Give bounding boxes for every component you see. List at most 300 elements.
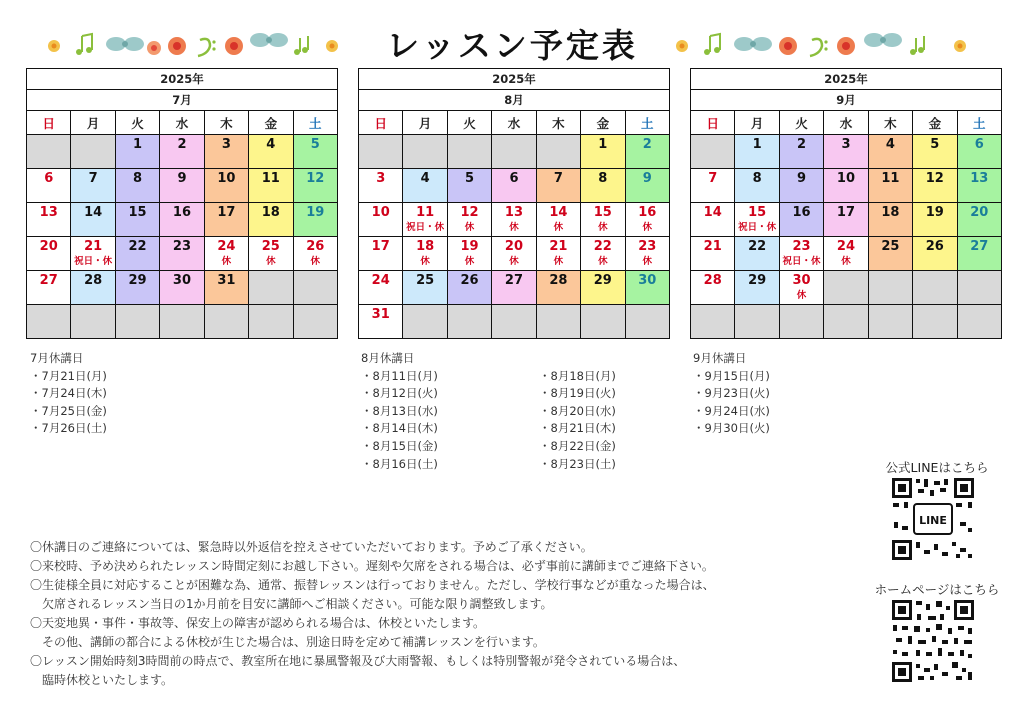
notice-line: 〇レッスン開始時刻3時間前の時点で、教室所在地に暴風警報及び大雨警報、もしくは特別警報が発令されている場合は、 [30, 654, 686, 668]
day-number: 15 [748, 205, 767, 220]
day-number: 23 [638, 239, 657, 254]
day-cell [536, 237, 580, 271]
day-note: 休 [841, 256, 851, 267]
weekday-header: 金 [581, 111, 625, 135]
weekday-header: 土 [293, 111, 337, 135]
day-number: 9 [177, 171, 187, 186]
day-number: 12 [925, 171, 944, 186]
calendar-september [690, 68, 1002, 339]
day-number: 30 [792, 273, 811, 288]
day-cell [691, 237, 735, 271]
weekday-row [359, 111, 670, 135]
calendar-month-row [691, 90, 1002, 111]
holiday-item: ・8月13日(水) [361, 403, 438, 418]
day-number: 27 [39, 273, 58, 288]
day-number: 17 [217, 205, 236, 220]
day-cell [735, 237, 779, 271]
day-number: 16 [792, 205, 811, 220]
holiday-item: ・9月30日(火) [693, 421, 770, 436]
day-number: 2 [797, 137, 807, 152]
day-cell [27, 169, 71, 203]
day-number: 22 [748, 239, 767, 254]
day-cell [403, 271, 447, 305]
day-number: 20 [970, 205, 989, 220]
day-number: 2 [642, 137, 652, 152]
calendar-year: 2025年 [27, 69, 338, 90]
empty-cell [868, 305, 912, 339]
weekday-header: 火 [779, 111, 823, 135]
week-row [691, 271, 1002, 305]
holiday-item: ・9月24日(水) [693, 403, 770, 418]
day-cell [625, 169, 669, 203]
day-number: 28 [549, 273, 568, 288]
day-number: 23 [792, 239, 811, 254]
week-row [27, 135, 338, 169]
day-note: 休 [420, 256, 430, 267]
calendar-year-row [359, 69, 670, 90]
day-cell [913, 169, 957, 203]
empty-cell [536, 305, 580, 339]
day-number: 8 [598, 171, 608, 186]
day-number: 30 [638, 273, 657, 288]
homepage-qr-code[interactable] [890, 598, 976, 684]
qr-code-icon [890, 598, 976, 684]
holiday-item: ・8月18日(月) [539, 368, 616, 383]
holiday-list-title: 8月休講日 [361, 351, 415, 365]
day-cell [447, 237, 491, 271]
empty-cell [403, 305, 447, 339]
weekday-header: 土 [957, 111, 1001, 135]
empty-cell [27, 305, 71, 339]
weekday-row [27, 111, 338, 135]
day-cell [536, 203, 580, 237]
day-number: 21 [703, 239, 722, 254]
weekday-row [691, 111, 1002, 135]
day-note: 休 [464, 222, 475, 233]
day-number: 1 [752, 137, 762, 152]
day-note: 休 [553, 222, 564, 233]
day-cell [492, 237, 536, 271]
holiday-column [539, 368, 717, 474]
day-cell [447, 203, 491, 237]
holiday-item: ・8月21日(木) [539, 421, 616, 436]
day-cell [492, 169, 536, 203]
day-number: 10 [371, 205, 390, 220]
day-cell [115, 203, 159, 237]
day-cell [249, 169, 293, 203]
day-cell [824, 203, 868, 237]
day-cell [204, 237, 248, 271]
homepage-qr-label: ホームページはこちら [874, 582, 1000, 597]
week-row [691, 305, 1002, 339]
day-number: 25 [881, 239, 900, 254]
day-cell [735, 135, 779, 169]
week-row [691, 135, 1002, 169]
weekday-header: 金 [913, 111, 957, 135]
day-cell [913, 203, 957, 237]
holiday-item: ・7月25日(金) [30, 403, 107, 418]
notice-line: 欠席されるレッスン当日の1か月前を目安に講師へご相談ください。可能な限り調整致します。 [30, 597, 553, 611]
day-cell [957, 169, 1001, 203]
day-cell [625, 271, 669, 305]
empty-cell [293, 305, 337, 339]
calendar-year-row [27, 69, 338, 90]
day-cell [359, 305, 403, 339]
notice-line: 〇天変地異・事件・事故等、保安上の障害が認められる場合は、休校といたします。 [30, 616, 486, 630]
empty-cell [779, 305, 823, 339]
day-number: 28 [84, 273, 103, 288]
day-number: 5 [930, 137, 940, 152]
day-number: 27 [504, 273, 524, 288]
empty-cell [913, 305, 957, 339]
day-cell [868, 135, 912, 169]
holiday-item: ・8月14日(木) [361, 421, 438, 436]
holiday-item: ・9月15日(月) [693, 368, 770, 383]
day-note: 休 [642, 256, 653, 267]
day-number: 18 [261, 205, 280, 220]
day-number: 3 [841, 137, 851, 152]
day-cell [71, 169, 115, 203]
weekday-header: 木 [868, 111, 912, 135]
day-cell [691, 271, 735, 305]
week-row [27, 169, 338, 203]
day-cell [204, 135, 248, 169]
weekday-header: 火 [447, 111, 491, 135]
notice-line: 〇生徒様全員に対応することが困難な為、通常、振替レッスンは行っておりません。ただし、学校行事などが重なった場合は、 [30, 578, 715, 592]
day-number: 19 [925, 205, 944, 220]
holiday-columns [693, 368, 871, 438]
day-cell [779, 237, 823, 271]
empty-cell [625, 305, 669, 339]
day-cell [536, 271, 580, 305]
weekday-header: 月 [71, 111, 115, 135]
empty-cell [447, 135, 491, 169]
day-cell [160, 169, 204, 203]
weekday-header: 月 [403, 111, 447, 135]
day-number: 1 [598, 137, 608, 152]
calendar-table [26, 68, 338, 339]
day-cell [403, 237, 447, 271]
calendar-table [358, 68, 670, 339]
day-cell [447, 271, 491, 305]
day-cell [625, 203, 669, 237]
day-cell [868, 203, 912, 237]
day-cell [691, 203, 735, 237]
day-cell [625, 135, 669, 169]
day-cell [447, 169, 491, 203]
week-row [691, 169, 1002, 203]
day-cell [735, 203, 779, 237]
empty-cell [403, 135, 447, 169]
day-note: 休 [796, 290, 807, 301]
calendar-month-row [27, 90, 338, 111]
week-row [359, 237, 670, 271]
empty-cell [160, 305, 204, 339]
empty-cell [447, 305, 491, 339]
day-note: 祝日・休 [406, 222, 445, 233]
day-cell [27, 271, 71, 305]
day-number: 11 [881, 171, 900, 186]
day-cell [779, 271, 823, 305]
calendar-table [690, 68, 1002, 339]
day-note: 休 [509, 222, 519, 233]
weekday-header: 金 [249, 111, 293, 135]
day-cell [27, 203, 71, 237]
day-cell [359, 169, 403, 203]
day-number: 29 [748, 273, 767, 288]
day-cell [581, 271, 625, 305]
empty-cell [581, 305, 625, 339]
holiday-item: ・7月21日(月) [30, 368, 107, 383]
day-cell [779, 135, 823, 169]
empty-cell [204, 305, 248, 339]
day-number: 28 [703, 273, 722, 288]
notices-block [30, 538, 840, 690]
day-number: 18 [881, 205, 900, 220]
day-cell [71, 203, 115, 237]
week-row [27, 237, 338, 271]
empty-cell [27, 135, 71, 169]
weekday-header: 日 [27, 111, 71, 135]
day-note: 休 [598, 222, 608, 233]
day-number: 16 [638, 205, 657, 220]
day-number: 19 [460, 239, 479, 254]
empty-cell [249, 305, 293, 339]
day-number: 24 [371, 273, 390, 288]
weekday-header: 木 [204, 111, 248, 135]
day-number: 1 [133, 137, 143, 152]
day-note: 休 [642, 222, 653, 233]
day-number: 20 [39, 239, 58, 254]
day-cell [492, 271, 536, 305]
day-number: 6 [509, 171, 519, 186]
day-number: 11 [261, 171, 280, 186]
empty-cell [691, 305, 735, 339]
day-cell [691, 169, 735, 203]
empty-cell [868, 271, 912, 305]
weekday-header: 日 [359, 111, 403, 135]
day-note: 休 [509, 256, 519, 267]
calendar-year: 2025年 [691, 69, 1002, 90]
notice-line: 臨時休校といたします。 [30, 673, 174, 687]
day-cell [957, 135, 1001, 169]
empty-cell [71, 305, 115, 339]
calendar-month-row [359, 90, 670, 111]
holiday-item: ・8月15日(金) [361, 438, 438, 453]
day-number: 9 [642, 171, 652, 186]
weekday-header: 水 [160, 111, 204, 135]
holiday-item: ・8月11日(月) [361, 368, 438, 383]
day-cell [204, 203, 248, 237]
empty-cell [359, 135, 403, 169]
day-cell [293, 203, 337, 237]
day-number: 26 [306, 239, 325, 254]
day-number: 2 [177, 137, 187, 152]
day-cell [27, 237, 71, 271]
line-qr-label: 公式LINEはこちら [885, 460, 989, 475]
day-number: 23 [172, 239, 192, 254]
weekday-header: 火 [115, 111, 159, 135]
empty-cell [957, 305, 1001, 339]
day-cell [249, 203, 293, 237]
day-number: 17 [836, 205, 856, 220]
day-cell [913, 237, 957, 271]
day-cell [403, 203, 447, 237]
holiday-item: ・8月23日(土) [539, 456, 616, 471]
day-cell [71, 237, 115, 271]
day-number: 13 [39, 205, 58, 220]
week-row [691, 237, 1002, 271]
day-number: 7 [553, 171, 563, 186]
holiday-item: ・7月24日(木) [30, 386, 107, 401]
day-note: 祝日・休 [738, 222, 777, 233]
calendar-month: 9月 [691, 90, 1002, 111]
weekday-header: 木 [536, 111, 580, 135]
day-number: 17 [371, 239, 390, 254]
day-number: 31 [217, 273, 236, 288]
day-number: 18 [416, 239, 435, 254]
day-number: 6 [974, 137, 984, 152]
day-number: 4 [266, 137, 276, 152]
day-number: 27 [970, 239, 989, 254]
day-cell [581, 203, 625, 237]
day-note: 祝日・休 [74, 256, 113, 267]
day-cell [735, 169, 779, 203]
day-cell [735, 271, 779, 305]
holiday-list-title: 7月休講日 [30, 351, 84, 365]
day-number: 13 [504, 205, 524, 220]
day-cell [359, 271, 403, 305]
day-cell [779, 169, 823, 203]
day-number: 3 [221, 137, 231, 152]
day-cell [160, 135, 204, 169]
day-number: 8 [752, 171, 762, 186]
day-cell [249, 135, 293, 169]
day-cell [204, 169, 248, 203]
empty-cell [691, 135, 735, 169]
empty-cell [115, 305, 159, 339]
day-cell [115, 169, 159, 203]
day-cell [913, 135, 957, 169]
empty-cell [735, 305, 779, 339]
day-number: 22 [128, 239, 147, 254]
line-qr-code[interactable] [890, 476, 976, 562]
day-cell [204, 271, 248, 305]
day-number: 12 [306, 171, 325, 186]
page-title: レッスン予定表 [386, 26, 638, 65]
empty-cell [824, 271, 868, 305]
holiday-column [30, 368, 208, 438]
day-number: 4 [420, 171, 430, 186]
day-cell [249, 237, 293, 271]
day-cell [492, 203, 536, 237]
day-cell [536, 169, 580, 203]
day-note: 休 [464, 256, 475, 267]
week-row [359, 135, 670, 169]
holiday-item: ・9月23日(火) [693, 386, 770, 401]
empty-cell [249, 271, 293, 305]
holiday-item: ・8月20日(水) [539, 403, 616, 418]
holiday-list-august [361, 350, 717, 473]
day-number: 5 [465, 171, 475, 186]
weekday-header: 水 [492, 111, 536, 135]
day-number: 24 [836, 239, 856, 254]
holiday-columns [361, 368, 717, 474]
holiday-list-july [30, 350, 208, 438]
weekday-header: 月 [735, 111, 779, 135]
notice-line: 〇来校時、予め決められたレッスン時間定刻にお越し下さい。遅刻や欠席をされる場合は、必ず事前に講師までご連絡下さい。 [30, 559, 714, 573]
day-note: 休 [553, 256, 564, 267]
calendar-year: 2025年 [359, 69, 670, 90]
empty-cell [71, 135, 115, 169]
day-number: 30 [172, 273, 192, 288]
week-row [359, 305, 670, 339]
day-number: 29 [128, 273, 147, 288]
day-cell [359, 237, 403, 271]
day-number: 4 [885, 137, 895, 152]
week-row [27, 203, 338, 237]
empty-cell [293, 271, 337, 305]
day-number: 24 [217, 239, 236, 254]
day-number: 13 [970, 171, 989, 186]
day-cell [581, 237, 625, 271]
day-number: 19 [306, 205, 325, 220]
empty-cell [492, 305, 536, 339]
holiday-item: ・8月16日(土) [361, 456, 438, 471]
week-row [27, 305, 338, 339]
empty-cell [536, 135, 580, 169]
day-cell [824, 169, 868, 203]
day-number: 25 [416, 273, 435, 288]
day-cell [824, 135, 868, 169]
holiday-column [693, 368, 871, 438]
day-note: 休 [598, 256, 608, 267]
calendar-year-row [691, 69, 1002, 90]
holiday-item: ・7月26日(土) [30, 421, 107, 436]
day-cell [115, 135, 159, 169]
day-number: 3 [376, 171, 386, 186]
day-cell [115, 271, 159, 305]
day-number: 14 [549, 205, 568, 220]
week-row [27, 271, 338, 305]
day-cell [957, 237, 1001, 271]
day-cell [625, 237, 669, 271]
day-number: 15 [128, 205, 147, 220]
holiday-list-title: 9月休講日 [693, 351, 747, 365]
weekday-header: 水 [824, 111, 868, 135]
week-row [359, 203, 670, 237]
holiday-item: ・8月22日(金) [539, 438, 616, 453]
day-number: 20 [504, 239, 524, 254]
day-cell [403, 169, 447, 203]
day-number: 7 [88, 171, 98, 186]
day-number: 9 [797, 171, 807, 186]
day-number: 26 [925, 239, 944, 254]
day-cell [581, 135, 625, 169]
day-cell [293, 135, 337, 169]
day-cell [868, 169, 912, 203]
day-number: 15 [593, 205, 612, 220]
day-cell [293, 169, 337, 203]
day-number: 6 [44, 171, 54, 186]
day-note: 休 [266, 256, 276, 267]
empty-cell [913, 271, 957, 305]
weekday-header: 土 [625, 111, 669, 135]
day-number: 10 [836, 171, 856, 186]
line-logo-text: LINE [919, 514, 947, 527]
notice-line: 〇休講日のご連絡については、緊急時以外返信を控えさせていただいております。予めご了承ください。 [30, 540, 593, 554]
day-note: 休 [221, 256, 232, 267]
